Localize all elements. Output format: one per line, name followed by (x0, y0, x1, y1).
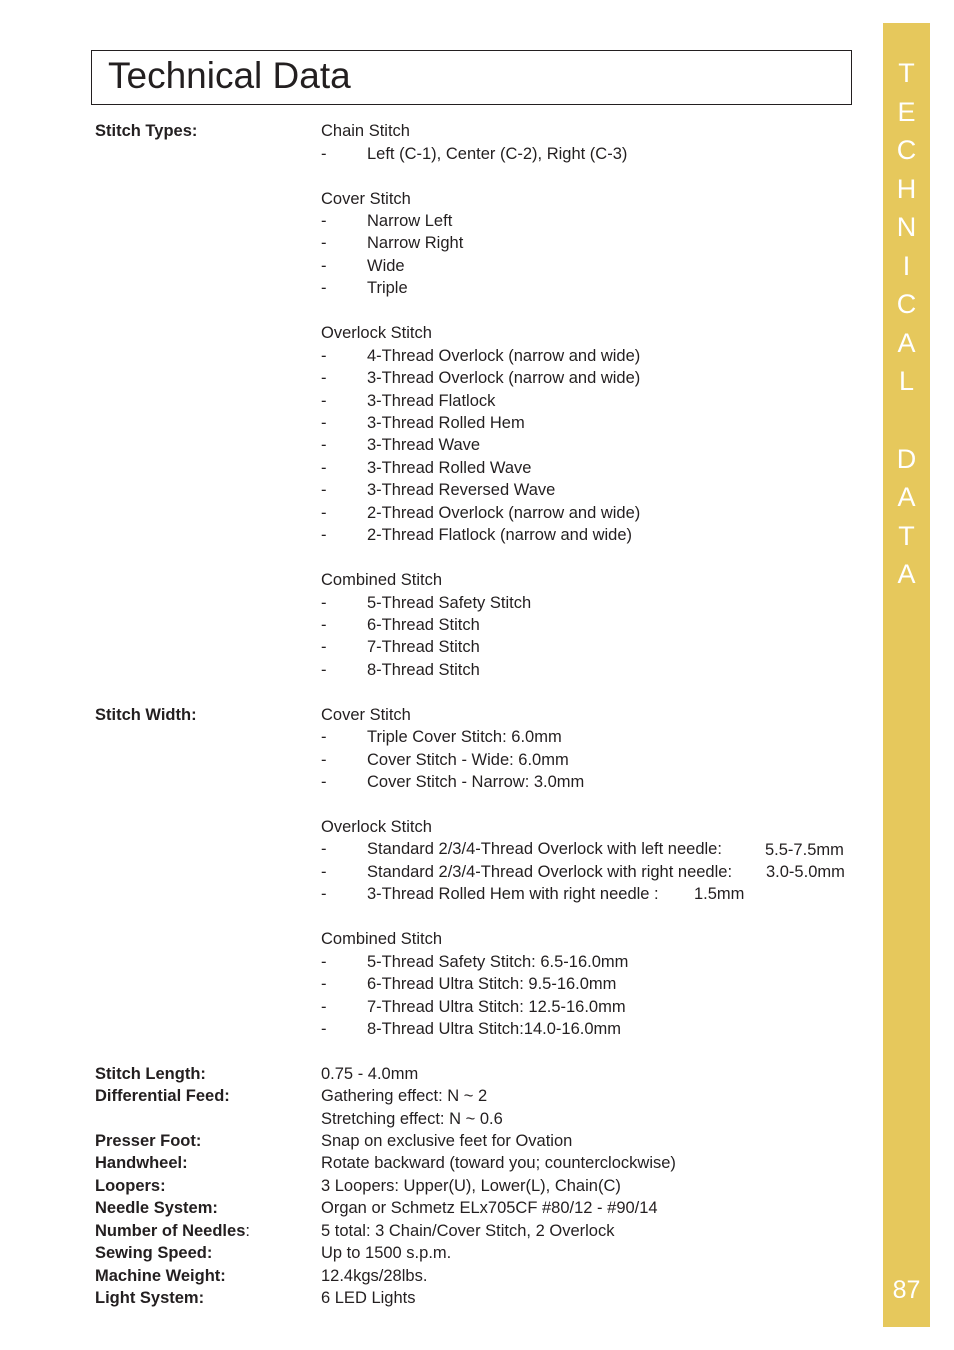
value-sewing-speed: Up to 1500 s.p.m. (321, 1244, 452, 1262)
bullet-dash: - (321, 863, 327, 881)
list-item: Left (C-1), Center (C-2), Right (C-3) (367, 145, 628, 163)
label-stitch-types: Stitch Types: (95, 122, 198, 140)
label-machine-weight: Machine Weight: (95, 1267, 226, 1285)
heading-combined-stitch: Combined Stitch (321, 930, 443, 948)
bullet-dash: - (321, 661, 327, 679)
list-item: 2-Thread Flatlock (narrow and wide) (367, 526, 633, 544)
value-differential-feed: Stretching effect: N ~ 0.6 (321, 1110, 503, 1128)
value-presser-foot: Snap on exclusive feet for Ovation (321, 1132, 573, 1150)
list-item: 3-Thread Rolled Wave (367, 459, 532, 477)
side-tab-letter: A (897, 482, 916, 512)
side-tab-letter: I (902, 251, 911, 281)
value-machine-weight: 12.4kgs/28lbs. (321, 1267, 428, 1285)
list-item: Narrow Left (367, 212, 453, 230)
label-light-system: Light System: (95, 1289, 205, 1307)
label-loopers: Loopers: (95, 1177, 166, 1195)
list-item: 3-Thread Reversed Wave (367, 481, 556, 499)
list-item: 7-Thread Ultra Stitch: 12.5-16.0mm (367, 998, 626, 1016)
list-item: Triple (367, 279, 408, 297)
heading-overlock-stitch: Overlock Stitch (321, 818, 432, 836)
list-item: 5-Thread Safety Stitch: 6.5-16.0mm (367, 953, 629, 971)
value-handwheel: Rotate backward (toward you; counterclockwise) (321, 1154, 676, 1172)
bullet-dash: - (321, 459, 327, 477)
list-item: 3-Thread Flatlock (367, 392, 496, 410)
list-item: Wide (367, 257, 405, 275)
bullet-dash: - (321, 751, 327, 769)
list-item: 8-Thread Stitch (367, 661, 480, 679)
bullet-dash: - (321, 728, 327, 746)
label-stitch-width: Stitch Width: (95, 706, 197, 724)
list-item: 2-Thread Overlock (narrow and wide) (367, 504, 641, 522)
bullet-dash: - (321, 347, 327, 365)
list-item: 3-Thread Overlock (narrow and wide) (367, 369, 641, 387)
list-item: Cover Stitch - Narrow: 3.0mm (367, 773, 585, 791)
section-side-tab (883, 23, 930, 1327)
title-box (91, 50, 852, 105)
bullet-dash: - (321, 953, 327, 971)
label-sewing-speed: Sewing Speed: (95, 1244, 213, 1262)
heading-cover-stitch: Cover Stitch (321, 706, 411, 724)
label-colon: : (245, 1222, 250, 1240)
side-tab-letter: A (897, 559, 916, 589)
heading-combined-stitch: Combined Stitch (321, 571, 443, 589)
side-tab-letter: C (896, 289, 917, 319)
label-number-of-needles (95, 1221, 250, 1241)
bullet-dash: - (321, 369, 327, 387)
bullet-dash: - (321, 279, 327, 297)
list-item-value: 1.5mm (694, 885, 745, 903)
list-item: Cover Stitch - Wide: 6.0mm (367, 751, 569, 769)
bullet-dash: - (321, 436, 327, 454)
label-number-of-needles-text: Number of Needles (95, 1222, 246, 1240)
side-tab-letter: C (896, 135, 917, 165)
side-tab-letter: N (896, 212, 917, 242)
bullet-dash: - (321, 212, 327, 230)
list-item: 8-Thread Ultra Stitch:14.0-16.0mm (367, 1020, 622, 1038)
bullet-dash: - (321, 638, 327, 656)
bullet-dash: - (321, 998, 327, 1016)
bullet-dash: - (321, 234, 327, 252)
heading-chain-stitch: Chain Stitch (321, 122, 410, 140)
side-tab-letter: T (898, 58, 915, 88)
list-item: 6-Thread Stitch (367, 616, 480, 634)
bullet-dash: - (321, 594, 327, 612)
side-tab-letter: T (898, 521, 915, 551)
list-item: 5-Thread Safety Stitch (367, 594, 532, 612)
heading-cover-stitch: Cover Stitch (321, 190, 411, 208)
list-item-value: 3.0-5.0mm (766, 863, 845, 881)
list-item: 7-Thread Stitch (367, 638, 480, 656)
side-tab-letter: D (896, 444, 917, 474)
list-item: 4-Thread Overlock (narrow and wide) (367, 347, 641, 365)
side-tab-letter: E (897, 97, 916, 127)
bullet-dash: - (321, 616, 327, 634)
value-stitch-length: 0.75 - 4.0mm (321, 1065, 419, 1083)
bullet-dash: - (321, 840, 327, 858)
list-item: 3-Thread Rolled Hem with right needle : (367, 885, 659, 903)
bullet-dash: - (321, 526, 327, 544)
side-tab-letter: L (898, 366, 915, 396)
list-item: Triple Cover Stitch: 6.0mm (367, 728, 562, 746)
label-presser-foot: Presser Foot: (95, 1132, 202, 1150)
list-item: Standard 2/3/4-Thread Overlock with right needle: (367, 863, 733, 881)
heading-overlock-stitch: Overlock Stitch (321, 324, 432, 342)
side-tab-letter: H (896, 174, 917, 204)
value-light-system: 6 LED Lights (321, 1289, 416, 1307)
side-tab-letter: A (897, 328, 916, 358)
bullet-dash: - (321, 773, 327, 791)
page-title: Technical Data (108, 55, 351, 96)
list-item: 3-Thread Wave (367, 436, 481, 454)
value-number-of-needles: 5 total: 3 Chain/Cover Stitch, 2 Overlock (321, 1222, 615, 1240)
value-needle-system: Organ or Schmetz ELx705CF #80/12 - #90/14 (321, 1199, 658, 1217)
bullet-dash: - (321, 1020, 327, 1038)
bullet-dash: - (321, 145, 327, 163)
bullet-dash: - (321, 975, 327, 993)
bullet-dash: - (321, 481, 327, 499)
label-differential-feed: Differential Feed: (95, 1087, 230, 1105)
bullet-dash: - (321, 504, 327, 522)
label-stitch-length: Stitch Length: (95, 1065, 206, 1083)
label-handwheel: Handwheel: (95, 1154, 188, 1172)
page-number: 87 (892, 1276, 921, 1304)
value-loopers: 3 Loopers: Upper(U), Lower(L), Chain(C) (321, 1177, 621, 1195)
bullet-dash: - (321, 392, 327, 410)
bullet-dash: - (321, 885, 327, 903)
list-item: Narrow Right (367, 234, 464, 252)
list-item: Standard 2/3/4-Thread Overlock with left needle: (367, 840, 722, 858)
bullet-dash: - (321, 414, 327, 432)
list-item: 6-Thread Ultra Stitch: 9.5-16.0mm (367, 975, 617, 993)
list-item-value: 5.5-7.5mm (765, 841, 844, 859)
label-needle-system: Needle System: (95, 1199, 218, 1217)
value-differential-feed: Gathering effect: N ~ 2 (321, 1087, 488, 1105)
list-item: 3-Thread Rolled Hem (367, 414, 525, 432)
bullet-dash: - (321, 257, 327, 275)
